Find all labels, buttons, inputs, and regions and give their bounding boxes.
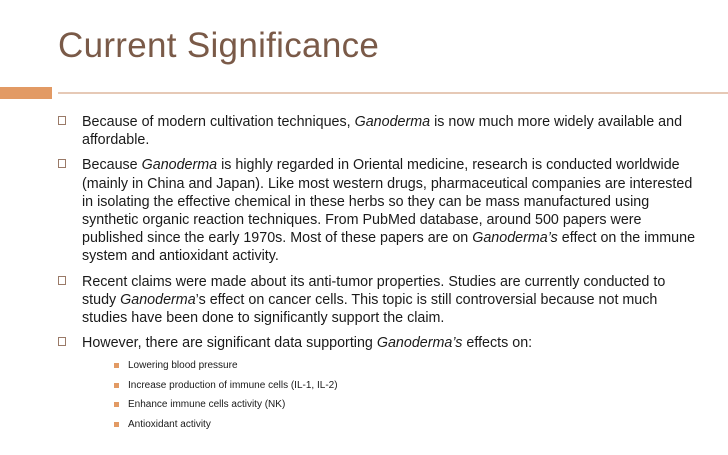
text-run: ’s effect on cancer cells. This topic is still controversial because not much studies have been done to significantly support the claim. <box>82 291 658 327</box>
text-run: effects on: <box>462 335 533 352</box>
sub-bullet-item <box>114 376 698 396</box>
bullet-text <box>82 274 665 326</box>
bullet-item <box>58 273 698 328</box>
sub-bullet-text: Enhance immune cells activity (NK) <box>128 399 286 411</box>
slide-title: Current Significance <box>58 26 380 65</box>
italic-term: Ganoderma <box>354 114 431 130</box>
bullet-text <box>82 114 682 148</box>
sub-bullet-text: Lowering blood pressure <box>128 360 238 372</box>
square-bullet-icon <box>58 159 66 168</box>
sub-bullet-item <box>114 356 698 376</box>
italic-term: Ganoderma <box>141 157 218 174</box>
text-run: Because <box>82 157 142 174</box>
square-fill-bullet-icon <box>114 422 119 427</box>
text-run: Because of modern cultivation techniques, <box>82 114 355 130</box>
text-run: is now much more widely available and affordable. <box>82 114 683 149</box>
bullet-list <box>58 113 698 441</box>
bullet-item <box>58 334 698 434</box>
square-bullet-icon <box>58 116 66 125</box>
bullet-text <box>82 335 532 351</box>
square-bullet-icon <box>58 337 66 346</box>
text-run: However, there are significant data supporting <box>82 335 377 352</box>
text-run: effect on the immune system and antioxidant activity. <box>82 230 696 265</box>
bullet-item <box>58 156 698 265</box>
text-run: Recent claims were made about its anti-tumor properties. Studies are currently conducted to study <box>82 273 666 308</box>
square-fill-bullet-icon <box>114 363 119 368</box>
italic-term: Ganoderma <box>120 291 196 308</box>
sub-bullet-list <box>82 356 698 434</box>
sub-bullet-text: Increase production of immune cells (IL-1, IL-2) <box>128 379 338 391</box>
text-run: is highly regarded in Oriental medicine, research is conducted worldwide (mainly in China and Japan). Like most western drugs, pharmaceutical companies are interested in isolating the effective chemical in these herbs so they can be mass manufactured using synthetic organic reaction techniques. From PubMed database, around 500 papers were published since the early 1970s. Most of these papers are on <box>82 157 693 247</box>
sub-bullet-text: Antioxidant activity <box>128 418 211 430</box>
title-divider <box>58 92 728 94</box>
square-fill-bullet-icon <box>114 383 119 388</box>
bullet-item <box>58 113 698 149</box>
bullet-text <box>82 157 695 264</box>
square-bullet-icon <box>58 276 66 285</box>
sub-bullet-item <box>114 415 698 435</box>
italic-term: Ganoderma’s <box>472 230 558 247</box>
square-fill-bullet-icon <box>114 402 119 407</box>
title-accent-bar <box>0 87 52 99</box>
italic-term: Ganoderma’s <box>376 335 463 352</box>
sub-bullet-item <box>114 395 698 415</box>
